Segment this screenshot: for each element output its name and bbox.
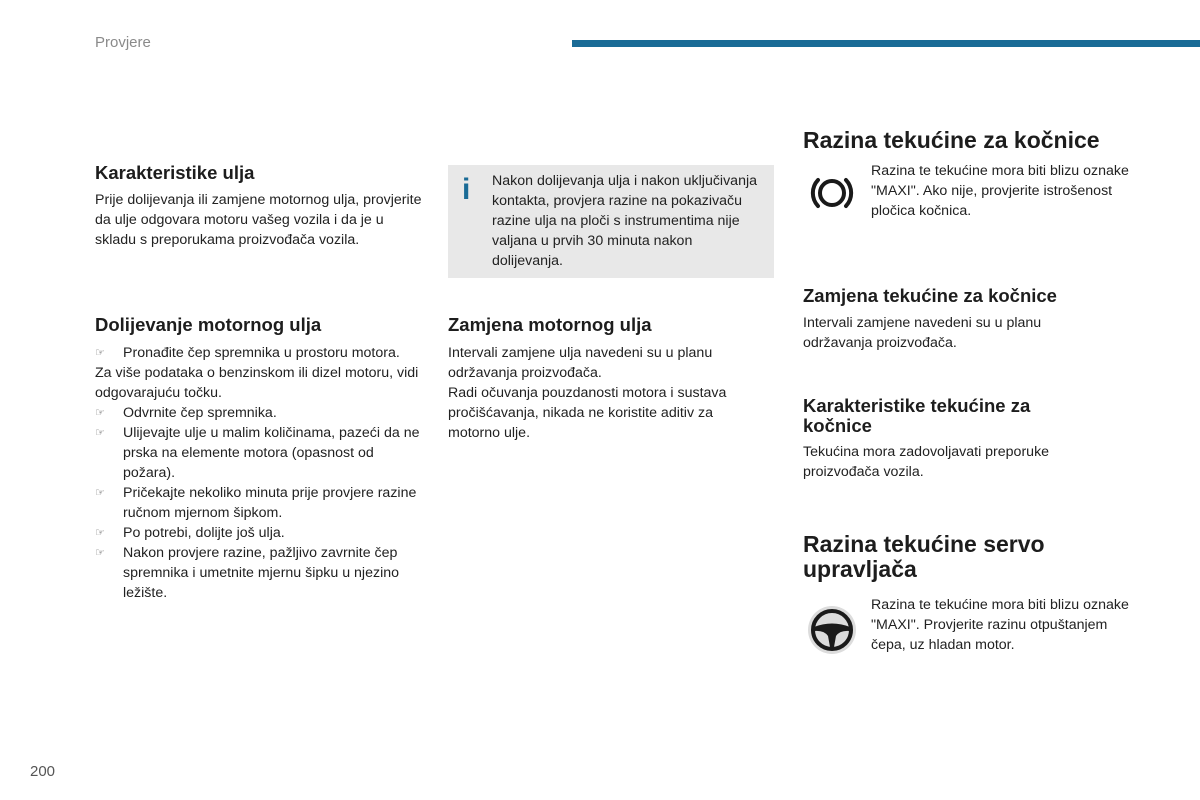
power-steering-text: Razina te tekućine mora biti blizu oznake "MAXI". Provjerite razinu otpuštanjem čepa, uz hladan motor. (871, 597, 1129, 653)
oil-characteristics-heading: Karakteristike ulja (95, 162, 255, 183)
list-item-text: Pričekajte nekoliko minuta prije provjere razine ručnom mjernom šipkom. (123, 485, 417, 521)
brake-fluid-characteristics-heading: Karakteristike tekućine za kočnice (803, 395, 1031, 436)
topping-up-steps (95, 343, 425, 363)
list-item-text: Nakon provjere razine, pažljivo zavrnite čep spremnika i umetnite mjernu šipku u njezino ležište. (123, 545, 399, 601)
brake-fluid-level-text: Razina te tekućine mora biti blizu oznake "MAXI". Ako nije, provjerite istrošenost pločica kočnica. (871, 163, 1129, 219)
list-item (95, 423, 425, 483)
brake-fluid-change-text: Intervali zamjene navedeni su u planu održavanja proizvođača. (803, 315, 1042, 351)
power-steering-heading: Razina tekućine servo upravljača (803, 531, 1045, 582)
topping-up-steps-continued (95, 403, 425, 603)
info-note-box (448, 165, 774, 278)
power-steering-section (803, 532, 1093, 582)
pointing-hand-icon: ☞ (95, 407, 105, 419)
list-item-text: Po potrebi, dolijte još ulja. (123, 525, 285, 541)
pointing-hand-icon: ☞ (95, 527, 105, 539)
list-item-text: Odvrnite čep spremnika. (123, 405, 277, 421)
oil-change-heading: Zamjena motornog ulja (448, 314, 652, 335)
pointing-hand-icon: ☞ (95, 427, 105, 439)
oil-change-text-2: Radi očuvanja pouzdanosti motora i sustava pročišćavanja, nikada ne koristite aditiv za motorno ulje. (448, 385, 727, 441)
oil-change-text-1: Intervali zamjene ulja navedeni su u planu održavanja proizvođača. (448, 345, 713, 381)
topping-up-note: Za više podataka o benzinskom ili dizel motoru, vidi odgovarajuću točku. (95, 365, 419, 401)
list-item-text: Ulijevajte ulje u malim količinama, pazeći da ne prska na elemente motora (opasnost od požara). (123, 425, 420, 481)
brake-fluid-characteristics-text: Tekućina mora zadovoljavati preporuke proizvođača vozila. (803, 444, 1050, 480)
list-item (95, 343, 425, 363)
brake-fluid-level-heading: Razina tekućine za kočnice (803, 127, 1100, 153)
list-item (95, 403, 425, 423)
brake-fluid-level-section (803, 128, 1143, 153)
brake-fluid-change-heading: Zamjena tekućine za kočnice (803, 285, 1057, 306)
list-item (95, 543, 425, 603)
oil-characteristics-section (95, 162, 425, 250)
pointing-hand-icon: ☞ (95, 347, 105, 359)
brake-fluid-change-section (803, 285, 1143, 353)
info-icon: i (462, 173, 471, 206)
brake-warning-icon (805, 166, 859, 220)
steering-wheel-icon (805, 603, 859, 657)
pointing-hand-icon: ☞ (95, 487, 105, 499)
topping-up-heading: Dolijevanje motornog ulja (95, 314, 322, 335)
oil-characteristics-text: Prije dolijevanja ili zamjene motornog ulja, provjerite da ulje odgovara motoru vašeg vozila i da je u skladu s preporukama proizvođača vozila. (95, 192, 422, 248)
page-number: 200 (30, 763, 56, 780)
brake-fluid-characteristics-section (803, 396, 1083, 482)
list-item (95, 523, 425, 543)
section-title: Provjere (95, 34, 151, 51)
pointing-hand-icon: ☞ (95, 547, 105, 559)
oil-change-section (448, 314, 758, 443)
info-note-text: Nakon dolijevanja ulja i nakon uključivanja kontakta, provjera razine na pokazivaču razine ulja na ploči s instrumentima nije valjana u prvih 30 minuta nakon dolijevanja. (492, 173, 757, 269)
list-item (95, 483, 425, 523)
topping-up-section (95, 314, 425, 603)
header-accent-bar (572, 40, 1200, 47)
list-item-text: Pronađite čep spremnika u prostoru motora. (123, 345, 400, 361)
